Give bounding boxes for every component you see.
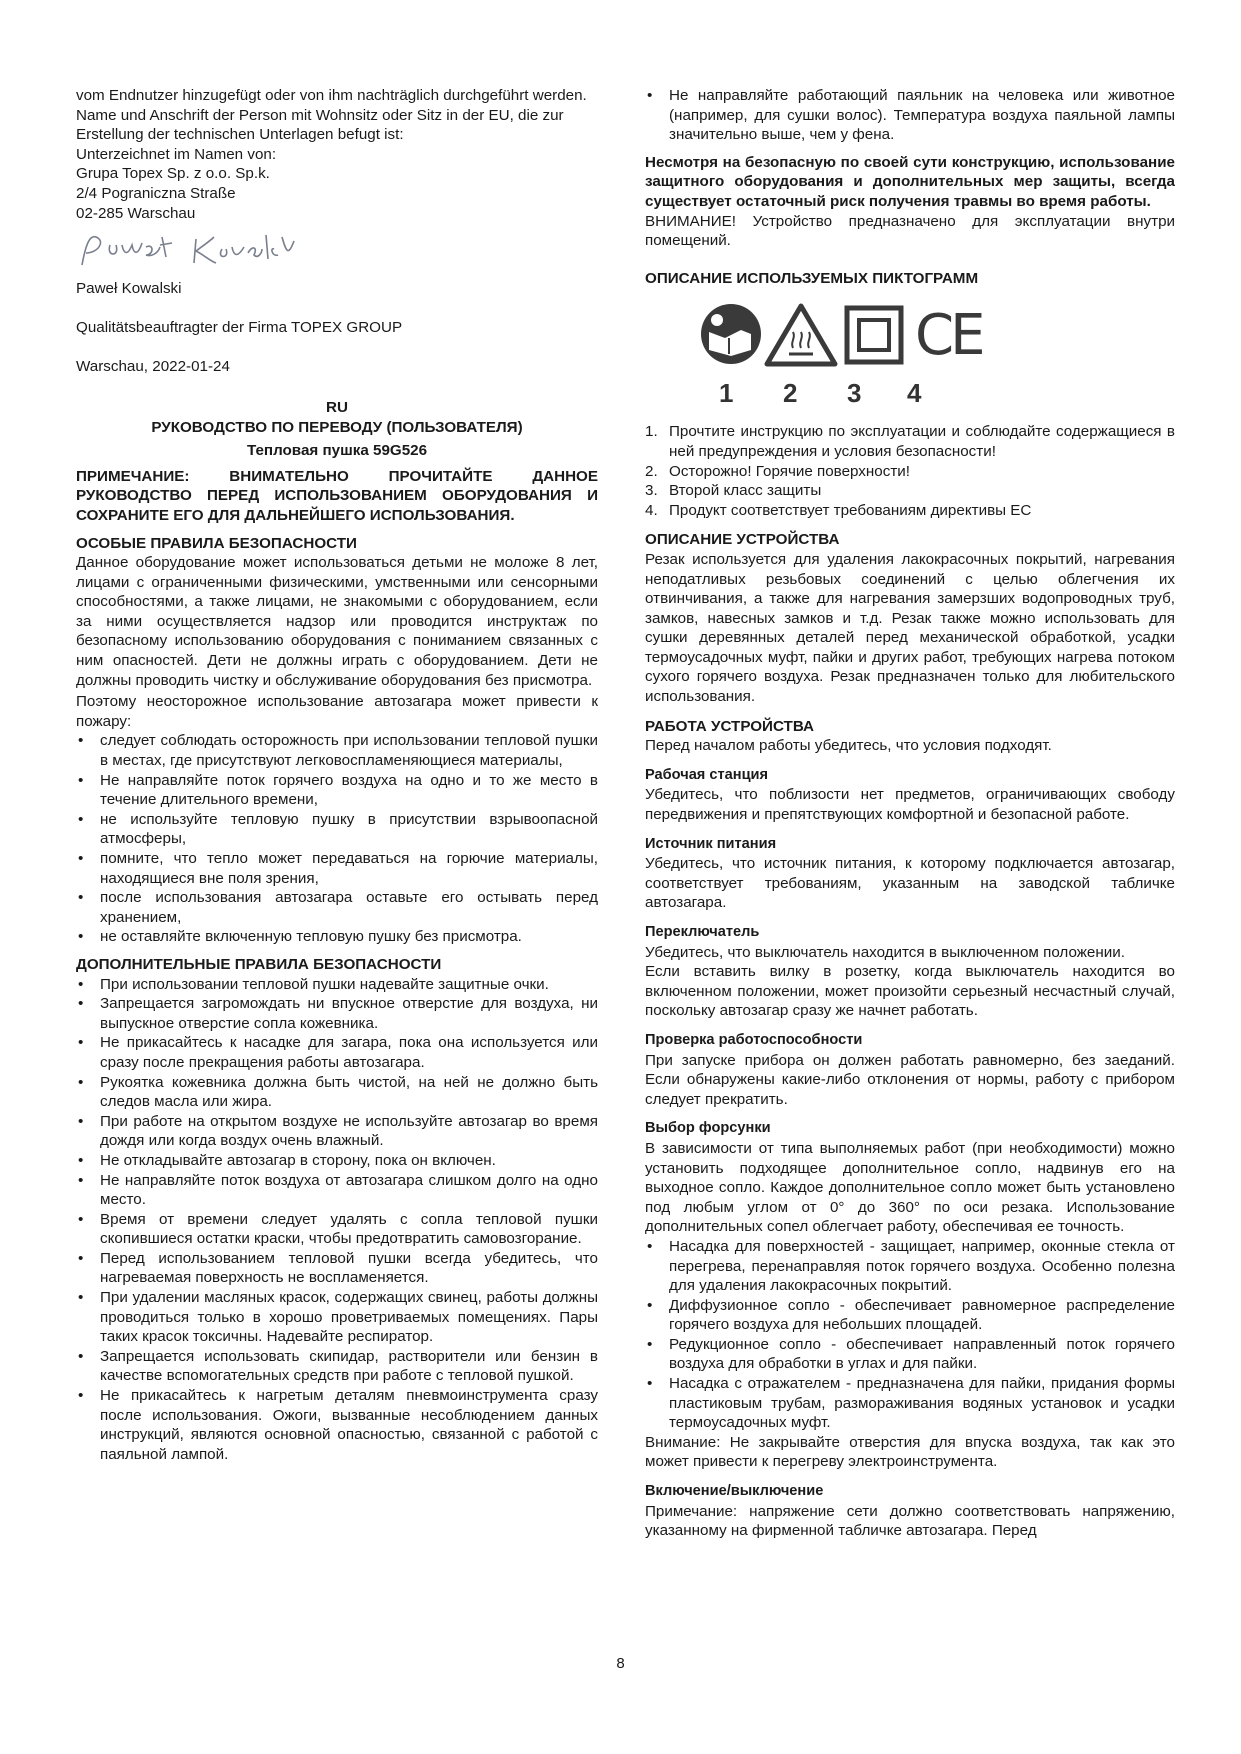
additional-rules-heading: ДОПОЛНИТЕЛЬНЫЕ ПРАВИЛА БЕЗОПАСНОСТИ [76, 955, 442, 973]
device-heading: ОПИСАНИЕ УСТРОЙСТВА [645, 531, 840, 549]
right-column [645, 86, 1175, 1541]
special-rules-heading: ОСОБЫЕ ПРАВИЛА БЕЗОПАСНОСТИ [76, 534, 357, 552]
power-text: Убедитесь, что источник питания, к которому подключается автозагар, соответствует требованиям, указанным на заводской табличке автозагара. [645, 855, 1175, 912]
list-item-text: Прочтите инструкцию по эксплуатации и соблюдайте содержащиеся в ней предупреждения и условия безопасности! [669, 423, 1175, 460]
list-item: • Не прикасайтесь к насадке для загара, пока она используется или сразу после прекращения работы автозагара. [76, 1033, 598, 1072]
switch-text: Если вставить вилку в розетку, когда выключатель находится во включенном положении, может произойти серьезный несчастный случай, поскольку автозагар сразу же начнет работать. [645, 963, 1175, 1020]
list-item: 1. Прочтите инструкцию по эксплуатации и соблюдайте содержащиеся в ней предупреждения и условия безопасности! [645, 423, 1175, 460]
list-item: • Диффузионное сопло - обеспечивает равномерное распределение горячего воздуха для небольших площадей. [645, 1296, 1175, 1335]
signature [76, 223, 598, 279]
list-item-text: Осторожно! Горячие поверхности! [669, 462, 910, 480]
list-item: • не оставляйте включенную тепловую пушку без присмотра. [76, 927, 598, 947]
residual-risk-note: Несмотря на безопасную по своей сути конструкцию, использование защитного оборудования и дополнительных мер защиты, всегда существует остаточный риск получения травмы во время работы. [645, 153, 1175, 210]
pictograms [645, 298, 1175, 418]
workstation-heading: Рабочая станция [645, 766, 769, 783]
page-number: 8 [616, 1655, 625, 1672]
list-item-text: Второй класс защиты [669, 482, 822, 500]
list-item-text: Продукт соответствует требованиям директивы ЕС [669, 501, 1032, 519]
pictogram-number: 4 [907, 378, 922, 409]
signer-role: Qualitätsbeauftragter der Firma TOPEX GROUP [76, 319, 403, 337]
date-place: Warschau, 2022-01-24 [76, 358, 230, 376]
special-rules-text: Поэтому неосторожное использование автозагара может привести к пожару: [76, 693, 598, 730]
hot-surface-icon [767, 306, 835, 364]
list-item: • При работе на открытом воздухе не используйте автозагар во время дождя или когда воздух очень влажный. [76, 1112, 598, 1151]
list-item: • Запрещается загромождать ни впускное отверстие для воздуха, ни выпускное отверстие сопла кожевника. [76, 994, 598, 1033]
special-rules-list [76, 731, 598, 947]
intro-line: Unterzeichnet im Namen von: [76, 145, 277, 163]
top-list [645, 86, 1175, 145]
list-item: • следует соблюдать осторожность при использовании тепловой пушки в местах, где присутствуют легковоспламеняющиеся материалы, [76, 731, 598, 770]
pictogram-descriptions [645, 422, 1175, 520]
list-item: • Запрещается использовать скипидар, растворители или бензин в качестве вспомогательных средств при работе с тепловой пушкой. [76, 1347, 598, 1386]
list-item: 3. Второй класс защиты [645, 482, 822, 500]
note: ПРИМЕЧАНИЕ: ВНИМАТЕЛЬНО ПРОЧИТАЙТЕ ДАННОЕ РУКОВОДСТВО ПЕРЕД ИСПОЛЬЗОВАНИЕМ ОБОРУДОВАНИЯ И СОХРАНИТЕ ЕГО ДЛЯ ДАЛЬНЕЙШЕГО ИСПОЛЬЗОВАНИЯ. [76, 467, 598, 524]
intro-line: Name und Anschrift der Person mit Wohnsitz oder Sitz in der EU, die zur Erstellung der technischen Unterlagen befugt ist: [76, 106, 564, 144]
list-item: • Насадка для поверхностей - защищает, например, оконные стекла от перегрева, перенаправляя поток горячего воздуха. Особенно полезна для удаления лакокрасочных покрытий. [645, 1237, 1175, 1296]
pictogram-number: 3 [847, 378, 862, 409]
attention-note: ВНИМАНИЕ! Устройство предназначено для эксплуатации внутри помещений. [645, 212, 1175, 250]
list-item: • Редукционное сопло - обеспечивает направленный поток горячего воздуха для обработки в углах и для пайки. [645, 1335, 1175, 1374]
nozzle-list [645, 1237, 1175, 1433]
list-item: • Не направляйте поток воздуха от автозагара слишком долго на одно место. [76, 1171, 598, 1210]
intro-line: Grupa Topex Sp. z o.o. Sp.k. [76, 165, 270, 183]
list-item: • Перед использованием тепловой пушки всегда убедитесь, что нагреваемая поверхность не воспламеняется. [76, 1249, 598, 1288]
pictogram-number: 2 [783, 378, 798, 409]
list-item: 2. Осторожно! Горячие поверхности! [645, 462, 910, 480]
list-item: • Рукоятка кожевника должна быть чистой, на ней не должно быть следов масла или жира. [76, 1073, 598, 1112]
list-item: • При использовании тепловой пушки надевайте защитные очки. [76, 975, 598, 995]
list-item: • помните, что тепло может передаваться на горючие материалы, находящиеся вне поля зрения, [76, 849, 598, 888]
operation-heading: РАБОТА УСТРОЙСТВА [645, 717, 815, 735]
device-text: Резак используется для удаления лакокрасочных покрытий, нагревания неподатливых резьбовых соединений с целью облегчения их отвинчивания, а также для нагревания замерзших водопроводных труб, замков, навесных замков и т.д. Резак также можно использовать для сушки деревянных деталей перед механической обработкой, усадки термоусадочных муфт, пайки и других работ, требующих нагрева потоком сухого горячего воздуха. Резак предназначен только для любительского использования. [645, 550, 1175, 706]
intro-line: 02-285 Warschau [76, 204, 196, 222]
signature-image [76, 223, 336, 279]
nozzle-text: В зависимости от типа выполняемых работ (при необходимости) можно установить подходящее дополнительное сопло, надвинув его на выходное сопло. Каждое дополнительное сопло может быть установлено под любым углом от 0° до 360° по оси резака. Использование дополнительных сопел облегчает работу, обеспечивая ее точность. [645, 1139, 1175, 1236]
switch-heading: Переключатель [645, 924, 760, 940]
left-column [76, 86, 598, 1464]
signer-name: Paweł Kowalski [76, 280, 182, 298]
additional-rules-list [76, 975, 598, 1465]
warning-text: Внимание: Не закрывайте отверстия для впуска воздуха, так как это может привести к перегреву электроинструмента. [645, 1433, 1175, 1471]
pictogram-number: 1 [719, 378, 734, 409]
check-text: При запуске прибора он должен работать равномерно, без заеданий. Если обнаружены какие-либо отклонения от нормы, работу с прибором следует прекратить. [645, 1051, 1175, 1108]
list-item: • после использования автозагара оставьте его остывать перед хранением, [76, 888, 598, 927]
pictogram-numbers [695, 378, 995, 414]
list-item: • При удалении масляных красок, содержащих свинец, работы должны проводиться только в хорошо проветриваемых помещениях. Пары таких красок токсичны. Надевайте респиратор. [76, 1288, 598, 1347]
ce-mark-icon: CE [915, 303, 982, 369]
list-item: • не используйте тепловую пушку в присутствии взрывоопасной атмосферы, [76, 810, 598, 849]
nozzle-heading: Выбор форсунки [645, 1120, 771, 1137]
list-item: • Не прикасайтесь к нагретым деталям пневмоинструмента сразу после использования. Ожоги, вызванные несоблюдением данных инструкций, являются основной опасностью, связанной с работой с паяльной лампой. [76, 1386, 598, 1464]
onoff-heading: Включение/выключение [645, 1483, 824, 1500]
pictograms-heading: ОПИСАНИЕ ИСПОЛЬЗУЕМЫХ ПИКТОГРАММ [645, 269, 979, 287]
list-item: 4. Продукт соответствует требованиям директивы ЕС [645, 501, 1032, 519]
intro-line: 2/4 Pograniczna Straße [76, 184, 236, 202]
list-item: • Время от времени следует удалять с сопла тепловой пушки скопившиеся остатки краски, чтобы предотвратить самовозгорание. [76, 1210, 598, 1249]
class-ii-protection-icon [847, 308, 901, 362]
list-item: • Насадка с отражателем - предназначена для пайки, придания формы пластиковым трубам, размораживания водяных установок и усадки термоусадочных муфт. [645, 1374, 1175, 1433]
switch-text: Убедитесь, что выключатель находится в выключенном положении. [645, 943, 1125, 961]
intro-line: vom Endnutzer hinzugefügt oder von ihm nachträglich durchgeführt werden. [76, 87, 587, 104]
language-code: RU [326, 398, 348, 416]
workstation-text: Убедитесь, что поблизости нет предметов, ограничивающих свободу передвижения и препятствующих комфортной и безопасной работе. [645, 786, 1175, 824]
check-heading: Проверка работоспособности [645, 1031, 863, 1048]
onoff-text: Примечание: напряжение сети должно соответствовать напряжению, указанному на фирменной табличке автозагара. Перед [645, 1502, 1175, 1540]
product-name: Тепловая пушка 59G526 [246, 442, 428, 460]
special-rules-text: Данное оборудование может использоваться детьми не моложе 8 лет, лицами с ограниченными физическими, умственными или сенсорными способностями, а также лицами, не знакомыми с оборудованием, если за ними осуществляется надзор или проводится инструктаж по безопасному использованию оборудования с пониманием связанных с ним опасностей. Дети не должны играть с оборудованием. Дети не должны проводить чистку и обслуживание оборудования без присмотра. [76, 554, 598, 689]
power-heading: Источник питания [645, 835, 777, 852]
list-item: • Не откладывайте автозагар в сторону, пока он включен. [76, 1151, 598, 1171]
manual-title: РУКОВОДСТВО ПО ПЕРЕВОДУ (ПОЛЬЗОВАТЕЛЯ) [151, 418, 523, 436]
read-manual-icon [701, 304, 761, 364]
list-item: • Не направляйте работающий паяльник на человека или животное (например, для сушки волос). Температура воздуха паяльной лампы значительно выше, чем у фена. [645, 86, 1175, 145]
list-item: • Не направляйте поток горячего воздуха на одно и то же место в течение длительного времени, [76, 771, 598, 810]
operation-text: Перед началом работы убедитесь, что условия подходят. [645, 737, 1052, 755]
